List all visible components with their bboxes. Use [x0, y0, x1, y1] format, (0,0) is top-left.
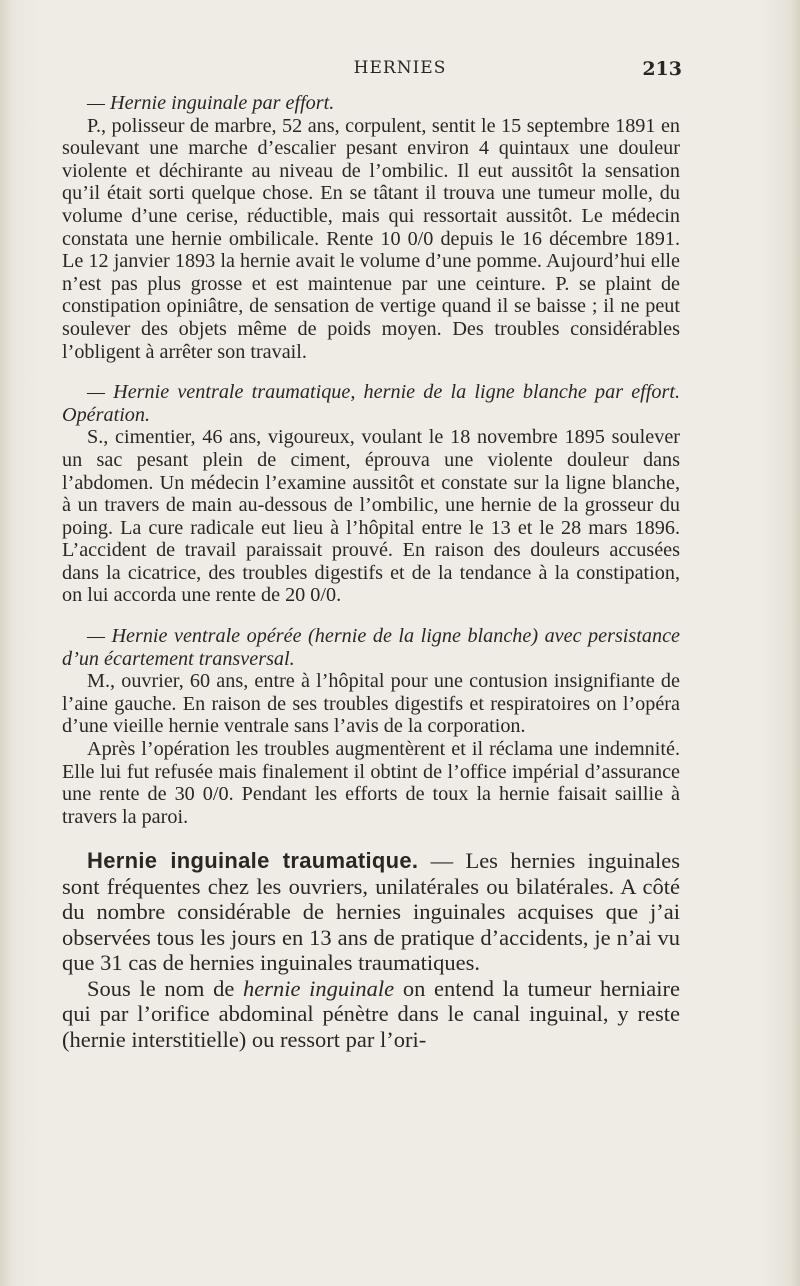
section-intro — [62, 848, 680, 976]
case-3-body-2: Après l’opération les troubles augmentèrent et il réclama une indemnité. Elle lui fut refusée mais finalement il obtint de l’office impérial d’assurance une rente de 30 0/0. Pendant les efforts de toux la hernie faisait saillie à travers la paroi. — [62, 738, 680, 828]
case-1-title: — Hernie inguinale par effort. — [87, 92, 335, 114]
emphasis-term: hernie inguinale — [243, 975, 395, 1001]
spacer — [62, 828, 680, 848]
case-2-body: S., cimentier, 46 ans, vigoureux, voulant le 18 novembre 1895 soulever un sac pesant plein de ciment, éprouva une violente douleur dans l’abdomen. Un médecin l’examine aussitôt et constate sur la ligne blanche, à un travers de main au-dessous de l’ombilic, une hernie de la grosseur du poing. La cure radicale eut lieu à l’hôpital entre le 13 et le 28 mars 1896. L’accident de travail paraissait prouvé. En raison des douleurs accusées dans la cicatrice, des troubles digestifs et de la tendance à la constipation, on lui accorda une rente de 20 0/0. — [62, 426, 680, 607]
section-intro-text: — Les hernies inguinales sont fréquentes chez les ouvriers, unilatérales ou bilatérales. A côté du nombre considérable de hernies inguinales acquises que j’ai observées tous les jours en 13 ans de pratique d’accidents, je n’ai vu que 31 cas de hernies inguinales traumatiques. — [62, 848, 680, 976]
page-number: 213 — [642, 58, 682, 80]
section-paragraph-2: Sous le nom de hernie inguinale on entend la tumeur herniaire qui par l’orifice abdominal pénètre dans le canal inguinal, y reste (hernie interstitielle) ou ressort par l’ori- — [62, 975, 680, 1052]
spacer — [62, 363, 680, 381]
section-heading: Hernie inguinale traumatique. — [87, 848, 419, 874]
section-inguinal — [62, 848, 680, 1052]
case-3-body-1: M., ouvrier, 60 ans, entre à l’hôpital pour une contusion insignifiante de l’aine gauche. En raison de ses troubles digestifs et respiratoires on l’opéra d’une vieille hernie ventrale sans l’avis de la corporation. — [62, 670, 680, 738]
case-2-title: — Hernie ventrale traumatique, hernie de la ligne blanche par effort. Opération. — [62, 381, 680, 426]
case-1-body: P., polisseur de marbre, 52 ans, corpulent, sentit le 15 septembre 1891 en soulevant une marche d’escalier pesant environ 4 quintaux une douleur violente et déchirante au niveau de l’ombilic. Il eut aussitôt la sensation qu’il était sorti quelque chose. En se tâtant il trouva une tumeur molle, du volume d’une cerise, réductible, mais qui ressortait aussitôt. Le médecin constata une hernie ombilicale. Rente 10 0/0 depuis le 16 décembre 1891. Le 12 janvier 1893 la hernie avait le volume d’une pomme. Aujourd’hui elle n’est pas plus grosse et est maintenue par une ceinture. P. se plaint de constipation opiniâtre, de sensation de vertige quand il se baisse ; il ne peut soulever des objets même de poids moyen. Des troubles considérables l’obligent à arrêter son travail. — [62, 114, 680, 363]
page-header — [0, 58, 800, 86]
running-title: HERNIES — [353, 58, 447, 78]
body-text — [62, 92, 680, 1052]
case-3-title: — Hernie ventrale opérée (hernie de la ligne blanche) avec persistance d’un écartement transversal. — [62, 625, 680, 670]
spacer — [62, 607, 680, 625]
